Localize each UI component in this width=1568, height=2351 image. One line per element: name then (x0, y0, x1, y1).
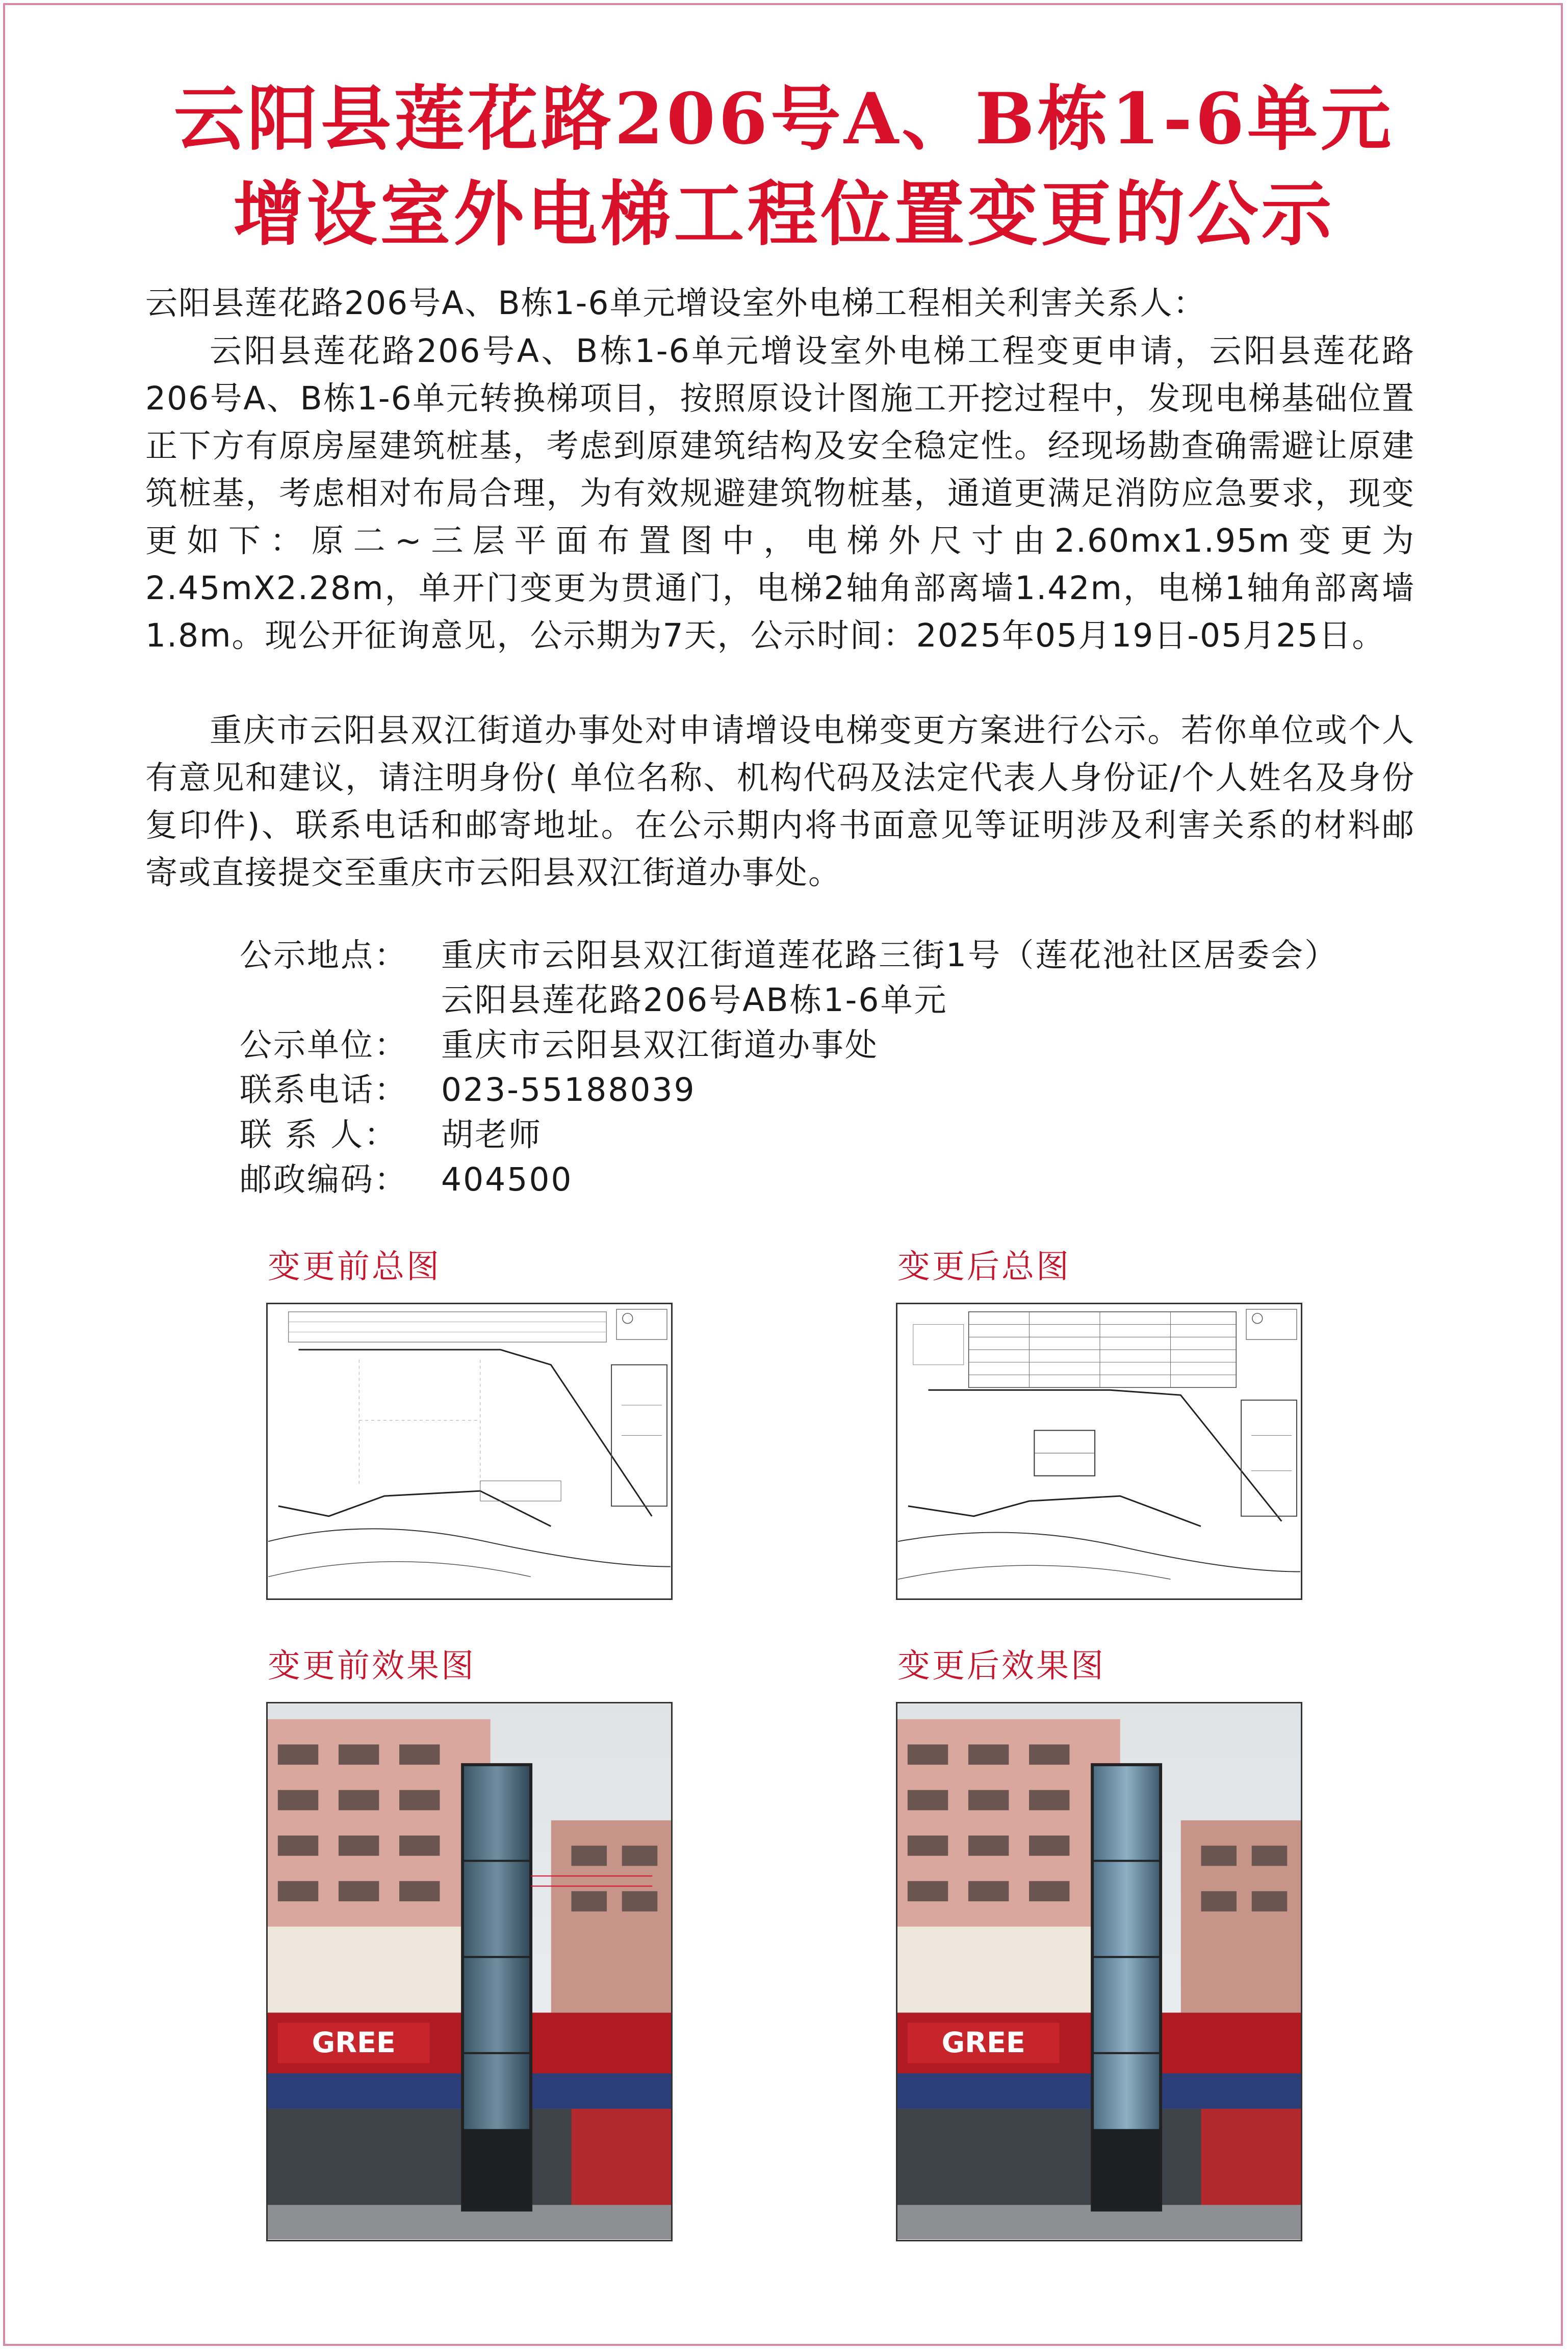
addressee (145, 279, 1415, 327)
postcode-row (240, 1157, 1338, 1202)
caption-before-plan: 变更前总图 (268, 1248, 441, 1286)
svg-text:GREE: GREE (941, 2026, 1025, 2059)
caption-before-render: 变更前效果图 (268, 1647, 476, 1685)
unit-value: 重庆市云阳县双江街道办事处 (441, 1026, 879, 1064)
before-rendering-image (268, 1703, 671, 2240)
before-elevator-rendering (266, 1702, 673, 2241)
location-value-1: 重庆市云阳县双江街道莲花路三街1号（莲花池社区居委会） (441, 937, 1339, 974)
phone-row (240, 1068, 1338, 1113)
paragraph-1-text: 云阳县莲花路206号A、B栋1-6单元增设室外电梯工程变更申请，云阳县莲花路206号A、B栋1-6单元转换梯项目，按照原设计图施工开挖过程中，发现电梯基础位置正下方有原房屋建筑桩基，考虑到原建筑结构及安全稳定性。经现场勘查确需避让原建筑桩基，考虑相对布局合理，为有效规避建筑物桩基，通道更满足消防应急要求，现变更如下：原二~三层平面布置图中，电梯外尺寸由2.60mx1.95m变更为2.45mX2.28m，单开门变更为贯通门，电梯2轴角部离墙1.42m，电梯1轴角部离墙1.8m。现公开征询意见，公示期为7天，公示时间：2025年05月19日-05月25日。 (145, 332, 1415, 654)
addressee-text: 云阳县莲花路206号A、B栋1-6单元增设室外电梯工程相关利害关系人： (145, 285, 1206, 322)
paragraph-2-text: 重庆市云阳县双江街道办事处对申请增设电梯变更方案进行公示。若你单位或个人有意见和建议，请注明身份( 单位名称、机构代码及法定代表人身份证/个人姓名及身份复印件)、联系电话和邮寄地址。在公示期内将书面意见等证明涉及利害关系的材料邮寄或直接提交至重庆市云阳县双江街道办事处。 (145, 712, 1415, 891)
location-label: 公示地点： (240, 937, 408, 974)
caption-after-render: 变更后效果图 (897, 1647, 1106, 1685)
title-line-1: 云阳县莲花路206号A、B栋1-6单元 (173, 77, 1395, 160)
location-row-2 (240, 978, 1338, 1023)
caption-after-plan: 变更后总图 (897, 1248, 1071, 1286)
location-value-2: 云阳县莲花路206号AB栋1-6单元 (441, 981, 948, 1019)
title-line-2: 增设室外电梯工程位置变更的公示 (233, 172, 1335, 255)
after-site-plan-drawing (897, 1304, 1301, 1598)
phone-label: 联系电话： (240, 1071, 408, 1108)
person-label: 联 系 人： (240, 1116, 398, 1153)
postcode-value: 404500 (441, 1161, 573, 1198)
person-value: 胡老师 (441, 1116, 542, 1153)
after-rendering-image (897, 1703, 1301, 2240)
phone-value: 023-55188039 (441, 1071, 696, 1108)
unit-row (240, 1023, 1338, 1068)
location-row (240, 933, 1338, 978)
after-elevator-rendering (896, 1702, 1302, 2241)
unit-label: 公示单位： (240, 1026, 408, 1064)
person-row (240, 1113, 1338, 1157)
contact-info (240, 933, 1338, 1202)
after-site-plan (896, 1303, 1302, 1600)
svg-text:GREE: GREE (312, 2026, 396, 2059)
before-site-plan-drawing (268, 1304, 671, 1598)
postcode-label: 邮政编码： (240, 1161, 408, 1198)
notice-paragraph-1 (145, 327, 1415, 659)
before-site-plan (266, 1303, 673, 1600)
notice-paragraph-2 (145, 707, 1415, 896)
